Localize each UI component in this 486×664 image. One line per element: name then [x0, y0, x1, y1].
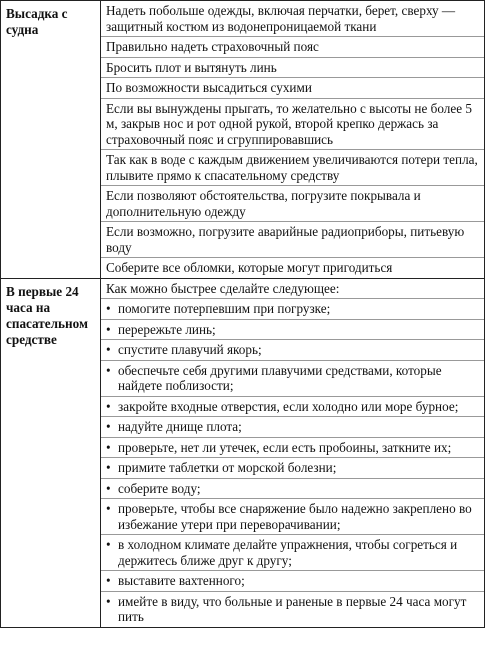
bullet-icon: • — [106, 398, 111, 414]
list-item: Надеть побольше одежды, включая перчатки, берет, сверху — защитный костюм из водонепроницаемой ткани — [106, 3, 456, 34]
bullet-icon: • — [106, 321, 111, 337]
bullet-icon: • — [106, 480, 111, 496]
bullet-icon: • — [106, 573, 111, 588]
bullet-icon: • — [106, 342, 111, 357]
bullet-text: проверьте, чтобы все снаряжение было надежно закреплено во избежание утери при переворачивании; — [118, 501, 472, 532]
bullet-icon: • — [106, 419, 111, 434]
list-item: Если позволяют обстоятельства, погрузите покрывала и дополнительную одежду — [101, 185, 484, 221]
section-label: Высадка с судна — [1, 1, 101, 278]
list-item: Бросить плот и вытянуть линь — [101, 57, 484, 78]
bullet-item — [101, 498, 484, 534]
bullet-icon: • — [106, 362, 111, 378]
bullet-item — [101, 416, 484, 437]
list-item: По возможности высадиться сухими — [101, 77, 484, 98]
bullet-icon: • — [106, 439, 111, 455]
bullet-item — [101, 298, 484, 319]
bullet-text: спустите плавучий якорь; — [118, 342, 262, 357]
bullet-text: закройте входные отверстия, если холодно или море бурное; — [118, 398, 459, 414]
bullet-icon: • — [106, 537, 111, 552]
bullet-item — [101, 570, 484, 591]
bullet-icon: • — [106, 501, 111, 516]
bullet-text: в холодном климате делайте упражнения, чтобы согреться и держитесь ближе друг к другу; — [118, 537, 458, 568]
bullet-text: соберите воду; — [118, 480, 201, 496]
bullet-text: имейте в виду, что больные и раненые в первые 24 часа могут пить — [118, 593, 467, 624]
list-item: Соберите все обломки, которые могут пригодиться — [101, 257, 484, 278]
bullet-icon: • — [106, 460, 111, 475]
section-first-24-hours — [1, 278, 484, 627]
bullet-text: обеспечьте себя другими плавучими средствами, которые найдете поблизости; — [118, 362, 442, 393]
section-intro: Как можно быстрее сделайте следующее: — [106, 280, 340, 296]
bullet-text: выставите вахтенного; — [118, 573, 245, 588]
bullet-icon: • — [106, 301, 111, 316]
list-item: Если вы вынуждены прыгать, то желательно с высоты не более 5 м, закрыв нос и рот одной рукой, второй крепко держась за страховочный пояс и сгруппировавшись — [101, 98, 484, 150]
list-item: Так как в воде с каждым движением увеличиваются потери тепла, плывите прямо к спасательному средству — [101, 149, 484, 185]
list-item: Правильно надеть страховочный пояс — [101, 36, 484, 57]
bullet-item — [101, 457, 484, 478]
section-disembark — [1, 1, 484, 278]
bullet-item — [101, 360, 484, 396]
list-item: Если возможно, погрузите аварийные радиоприборы, питьевую воду — [101, 221, 484, 257]
section-items — [101, 279, 484, 627]
bullet-item — [101, 437, 484, 458]
bullet-text: примите таблетки от морской болезни; — [118, 460, 337, 475]
bullet-item — [101, 319, 484, 340]
section-label: В первые 24 часа на спасательном средстве — [1, 279, 101, 627]
section-items — [101, 1, 484, 278]
bullet-item — [101, 339, 484, 360]
bullet-item — [101, 591, 484, 627]
bullet-item — [101, 396, 484, 417]
bullet-icon: • — [106, 593, 111, 609]
bullet-text: надуйте днище плота; — [118, 419, 242, 434]
bullet-item — [101, 534, 484, 570]
bullet-text: помогите потерпевшим при погрузке; — [118, 301, 331, 316]
bullet-text: перережьте линь; — [118, 321, 216, 337]
bullet-text: проверьте, нет ли утечек, если есть пробоины, заткните их; — [118, 439, 452, 455]
bullet-item — [101, 478, 484, 499]
